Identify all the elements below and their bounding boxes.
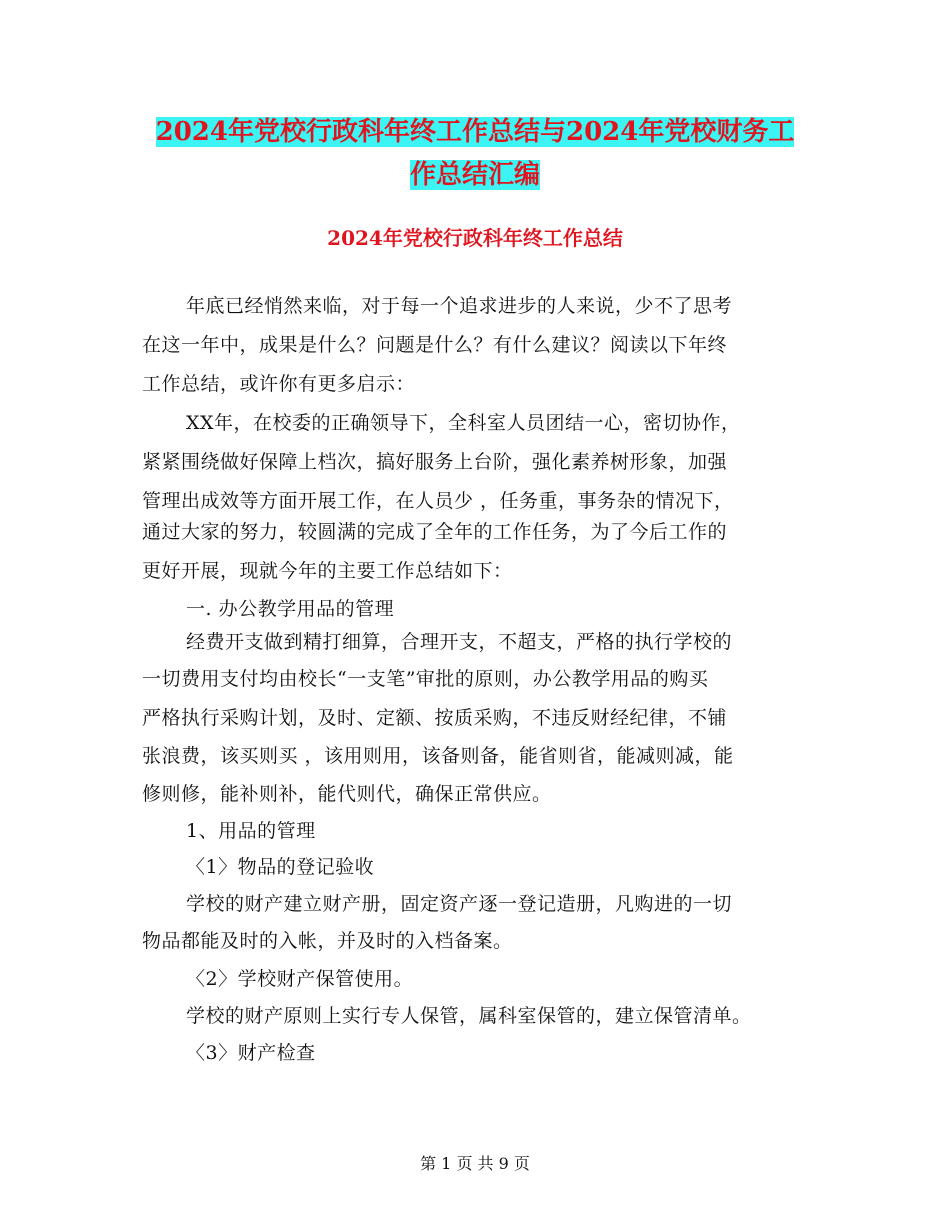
document-title-line-2	[0, 153, 950, 198]
sub-heading: 1、用品的管理	[186, 820, 316, 842]
list-heading: 一. 办公教学用品的管理	[186, 598, 395, 620]
body-line: 学校的财产原则上实行专人保管，属科室保管的，建立保管清单。	[186, 1005, 752, 1027]
body-line: 修则修，能补则补，能代则代，确保正常供应。	[142, 783, 552, 805]
body-line: 一切费用支付均由校长“一支笔”审批的原则，办公教学用品的购买	[142, 668, 709, 690]
body-line: 严格执行采购计划，及时、定额、按质采购，不违反财经纪律，不铺	[142, 707, 728, 729]
body-line: 在这一年中，成果是什么？问题是什么？有什么建议？阅读以下年终	[142, 334, 728, 356]
body-line: 年底已经悄然来临，对于每一个追求进步的人来说，少不了思考	[186, 295, 733, 317]
body-line: 经费开支做到精打细算，合理开支，不超支，严格的执行学校的	[186, 631, 733, 653]
sub-heading: 〈1〉物品的登记验收	[186, 856, 375, 878]
sub-heading: 〈3〉财产检查	[186, 1042, 316, 1064]
page-number-footer: 第 1 页 共 9 页	[420, 1154, 530, 1173]
document-title-line-1	[0, 110, 950, 155]
body-line: 张浪费，该买则买 ，该用则用，该备则备，能省则省，能减则减，能	[142, 745, 734, 767]
document-title-text-2: 作总结汇编	[409, 160, 540, 190]
body-line: XX年，在校委的正确领导下，全科室人员团结一心，密切协作，	[186, 412, 741, 434]
body-line: 工作总结，或许你有更多启示：	[142, 373, 416, 395]
body-line: 物品都能及时的入帐，并及时的入档备案。	[142, 930, 513, 952]
body-line: 紧紧围绕做好保障上档次，搞好服务上台阶，强化素养树形象，加强	[142, 451, 728, 473]
body-line: 更好开展，现就今年的主要工作总结如下：	[142, 560, 513, 582]
section-title: 2024年党校行政科年终工作总结	[327, 226, 623, 250]
sub-heading: 〈2〉学校财产保管使用。	[186, 968, 414, 990]
body-line: 通过大家的努力，较圆满的完成了全年的工作任务，为了今后工作的	[142, 521, 728, 543]
document-title-text-1: 2024年党校行政科年终工作总结与2024年党校财务工	[155, 117, 795, 147]
body-line: 学校的财产建立财产册，固定资产逐一登记造册，凡购进的一切	[186, 893, 733, 915]
body-line: 管理出成效等方面开展工作，在人员少 ，任务重，事务杂的情况下，	[142, 490, 734, 512]
